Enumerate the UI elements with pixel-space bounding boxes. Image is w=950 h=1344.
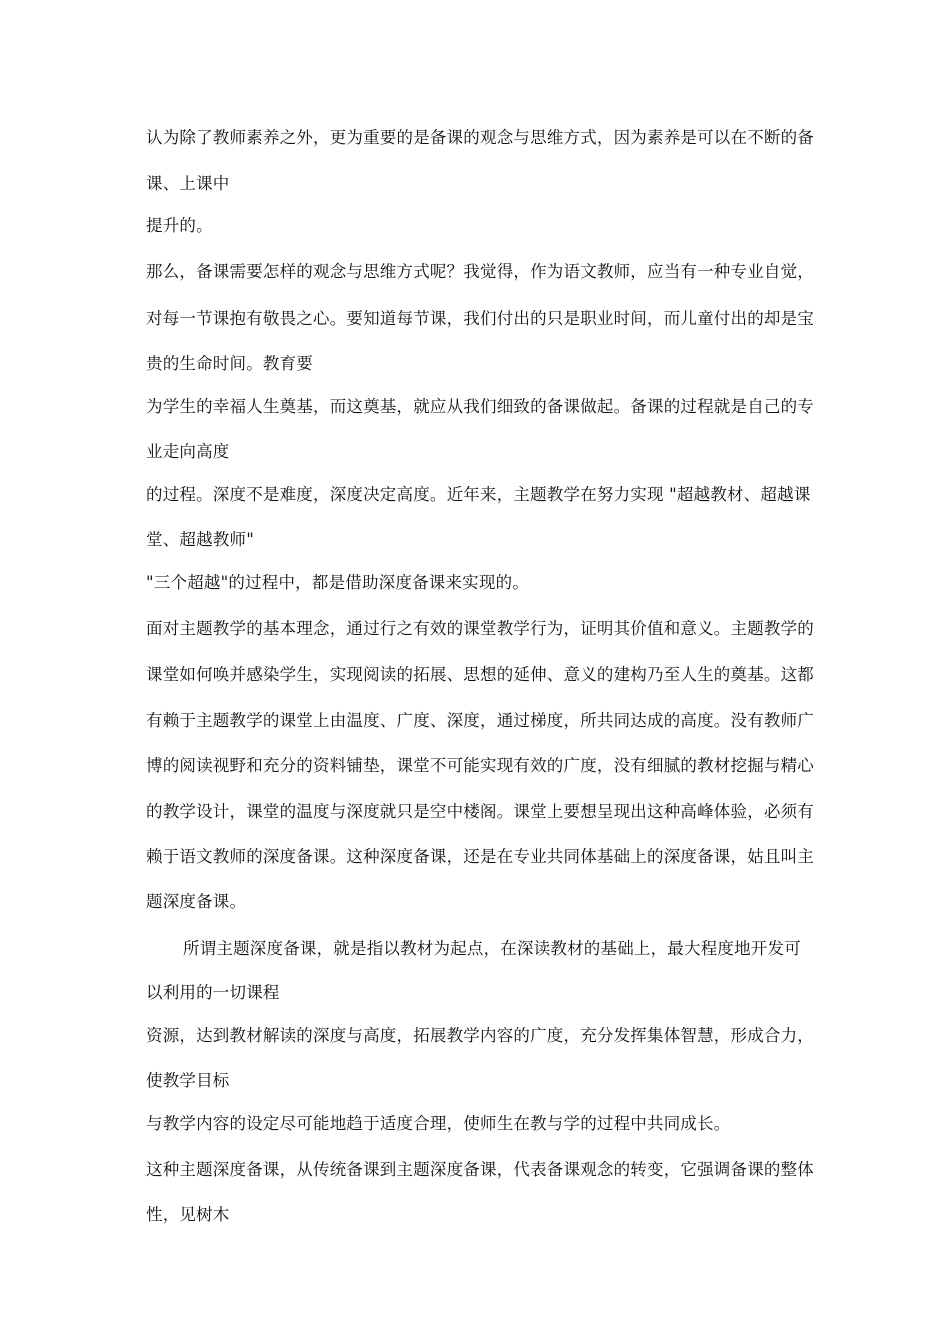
text-line: 资源，达到教材解读的深度与高度，拓展教学内容的广度，充分发挥集体智慧，形成合力， (146, 1026, 814, 1045)
text-line: 贵的生命时间。教育要 (146, 354, 313, 373)
text-line: 题深度备课。 (146, 892, 247, 911)
text-line: 所谓主题深度备课，就是指以教材为起点，在深读教材的基础上，最大程度地开发可 (183, 939, 801, 958)
text-line: 这种主题深度备课，从传统备课到主题深度备课，代表备课观念的转变，它强调备课的整体 (146, 1160, 814, 1179)
text-line: 性，见树木 (146, 1205, 230, 1224)
text-line: 的教学设计，课堂的温度与深度就只是空中楼阁。课堂上要想呈现出这种高峰体验，必须有 (146, 802, 814, 821)
text-line: 为学生的幸福人生奠基，而这奠基，就应从我们细致的备课做起。备课的过程就是自己的专 (146, 397, 814, 416)
text-line: 课堂如何唤并感染学生，实现阅读的拓展、思想的延伸、意义的建构乃至人生的奠基。这都 (146, 665, 814, 684)
text-line: 博的阅读视野和充分的资料铺垫，课堂不可能实现有效的广度，没有细腻的教材挖掘与精心 (146, 756, 814, 775)
text-line: 提升的。 (146, 216, 213, 235)
text-line: 那么，备课需要怎样的观念与思维方式呢？我觉得，作为语文教师，应当有一种专业自觉， (146, 262, 814, 281)
text-line: 与教学内容的设定尽可能地趋于适度合理，使师生在教与学的过程中共同成长。 (146, 1114, 731, 1133)
text-line: 以利用的一切课程 (146, 983, 280, 1002)
text-line: 的过程。深度不是难度，深度决定高度。近年来，主题教学在努力实现 "超越教材、超越课 (146, 485, 811, 504)
text-line: 对每一节课抱有敬畏之心。要知道每节课，我们付出的只是职业时间，而儿童付出的却是宝 (146, 309, 814, 328)
text-line: 认为除了教师素养之外，更为重要的是备课的观念与思维方式，因为素养是可以在不断的备 (146, 128, 814, 147)
text-line: 业走向高度 (146, 442, 230, 461)
text-line: 面对主题教学的基本理念，通过行之有效的课堂教学行为，证明其价值和意义。主题教学的 (146, 619, 814, 638)
text-line: 有赖于主题教学的课堂上由温度、广度、深度，通过梯度，所共同达成的高度。没有教师广 (146, 711, 814, 730)
text-line: 课、上课中 (146, 174, 230, 193)
text-line: 赖于语文教师的深度备课。这种深度备课，还是在专业共同体基础上的深度备课，姑且叫主 (146, 847, 814, 866)
text-line: 使教学目标 (146, 1071, 230, 1090)
text-line: "三个超越"的过程中，都是借助深度备课来实现的。 (146, 573, 529, 592)
text-line: 堂、超越教师" (146, 530, 254, 549)
